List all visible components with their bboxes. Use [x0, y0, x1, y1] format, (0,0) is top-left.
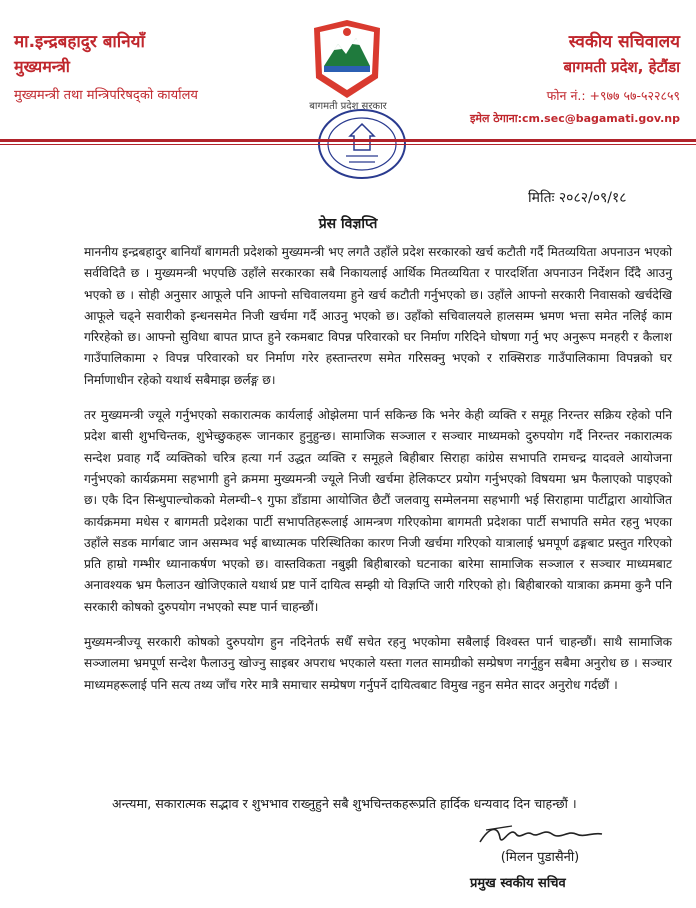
office-name: मुख्यमन्त्री तथा मन्त्रिपरिषद्को कार्यालय — [14, 88, 198, 103]
paragraph: माननीय इन्द्रबहादुर बानियाँ बागमती प्रदेशको मुख्यमन्त्री भए लगतै उहाँले प्रदेश सरकारको खर्च कटौती गर्दै मितव्ययिता अपनाउन भएको सर्वविदितै छ । मुख्यमन्त्री भएपछि उहाँले सरकारका सबै निकायलाई आर्थिक मितव्ययिता र पारदर्शिता अपनाउन निर्देशन दिँदै आउनु भएको छ । सोही अनुसार आफूले पनि आफ्नो सचिवालयमा हुने खर्च कटौती गर्नुभएको छ। उहाँले आफ्नो सरकारी निवासको खर्चदेखि आफूले चढ्ने सवारीको इन्धनसमेत निजी खर्चमा गर्दै आउनु भएको छ। उहाँको सचिवालयले हालसम्म भ्रमण भत्ता समेत नलिई काम गरिरहेको छ। आफ्नो सुविधा बापत प्राप्त हुने रकमबाट विपन्न परिवारको घर निर्माण गरिदिने घोषणा गर्नु भए अनुरूप मनहरी र कैलाश गाउँपालिकामा २ विपन्न परिवारको घर निर्माण गरेर हस्तान्तरण समेत गरिसक्नु भएको र राक्सिराङ गाउँपालिकामा विपन्नको घर निर्माणाधीन रहेको यथार्थ सबैमाझ छर्लङ्ग छ। — [84, 245, 672, 387]
document-heading: प्रेस विज्ञप्ति — [318, 216, 378, 232]
email-address[interactable]: इमेल ठेगाना:cm.sec@bagamati.gov.np — [469, 112, 680, 125]
province-emblem-icon — [310, 18, 384, 102]
closing-line: अन्त्यमा, सकारात्मक सद्भाव र शुभभाव राख्नुहुने सबै शुभचिन्तकहरूप्रति हार्दिक धन्यवाद दिन चाहन्छौं । — [112, 796, 577, 811]
chief-minister-name: मा.इन्द्रबहादुर बानियाँ — [14, 32, 145, 52]
province-location: बागमती प्रदेश, हेटौंडा — [563, 58, 680, 76]
header-divider-thick — [0, 139, 696, 142]
header-divider-thin — [0, 144, 696, 145]
signatory-name: (मिलन पुडासैनी) — [500, 850, 580, 865]
header-right — [420, 30, 680, 128]
paragraph: तर मुख्यमन्त्री ज्यूले गर्नुभएको सकारात्मक कार्यलाई ओझेलमा पार्न सकिन्छ कि भनेर केही व्यक्ति र समूह निरन्तर सक्रिय रहेको पनि प्रदेश बासी शुभचिन्तक, शुभेच्छुकहरू जानकार हुनुहुन्छ। सामाजिक सञ्जाल र सञ्चार माध्यमको दुरुपयोग गर्दै निरन्तर नकारात्मक सन्देश प्रवाह गर्दै व्यक्तिको चरित्र हत्या गर्न उद्धत व्यक्ति र समूहले बिहीबार सिराहा कांग्रेस सभापति रामचन्द्र यादवले आयोजना गर्नुभएको कार्यक्रममा सहभागी हुने क्रममा मुख्यमन्त्री ज्यूले निजी खर्चमा हेलिकप्टर प्रयोग गर्नुभएको विषयमा भ्रम फैलाएको पाइएको छ। एकै दिन सिन्धुपाल्चोकको मेलम्ची–९ गुफा डाँडामा आयोजित छैटौं जलवायु सम्मेलनमा सहभागी भई सिराहामा पार्टीद्वारा आयोजित कार्यक्रममा मधेस र बागमती प्रदेशका पार्टी सभापतिहरूलाई आमन्त्रण गरिएकोमा बागमती प्रदेशका पार्टी सभापति समेत रहनु भएका उहाँले सडक मार्गबाट जान असम्भव भई बाध्यात्मक परिस्थितिका कारण निजी खर्चमा गरिएको यात्रालाई भ्रमपूर्ण ढङ्गबाट प्रस्तुत गरिएको प्रति हाम्रो गम्भीर ध्यानाकर्षण भएको छ। वास्तविकता नबुझी बिहीबारको घटनाका बारेमा सामाजिक सञ्जाल र सञ्चार माध्यमबाट अनावश्यक भ्रम फैलाउन खोजिएकाले यथार्थ प्रष्ट पार्ने दायित्व सम्झी यो विज्ञप्ति जारी गरिएको हो। बिहीबारको यात्राका क्रममा कुनै पनि सरकारी कोषको दुरुपयोग नभएको स्पष्ट पार्न चाहन्छौं। — [84, 408, 672, 614]
emblem-caption: बागमती प्रदेश सरकार — [309, 101, 387, 112]
phone-number: फोन नं.: +९७७ ५७-५२२८५९ — [546, 88, 680, 103]
signatory-title: प्रमुख स्वकीय सचिव — [470, 876, 566, 891]
secretariat-name: स्वकीय सचिवालय — [568, 32, 680, 52]
paragraph: मुख्यमन्त्रीज्यू सरकारी कोषको दुरुपयोग हुन नदिनेतर्फ सधैँ सचेत रहनु भएकोमा सबैलाई विश्वस्त पार्न चाहन्छौं। साथै सामाजिक सञ्जालमा भ्रमपूर्ण सन्देश फैलाउनु खोज्नु साइबर अपराध भएकाले यस्ता गलत सामग्रीको सम्प्रेषण नगर्नुहुन सबैमा अनुरोध छ । सञ्चार माध्यमहरूलाई पनि सत्य तथ्य जाँच गरेर मात्रै समाचार सम्प्रेषण गर्नुपर्ने दायित्वबाट विमुख नहुन समेत सादर अनुरोध गर्दछौं । — [84, 635, 672, 692]
header-left — [14, 30, 294, 106]
document-date: मितिः २०८२/०९/१८ — [528, 190, 627, 206]
document-body — [84, 242, 672, 710]
chief-minister-title: मुख्यमन्त्री — [14, 57, 70, 76]
